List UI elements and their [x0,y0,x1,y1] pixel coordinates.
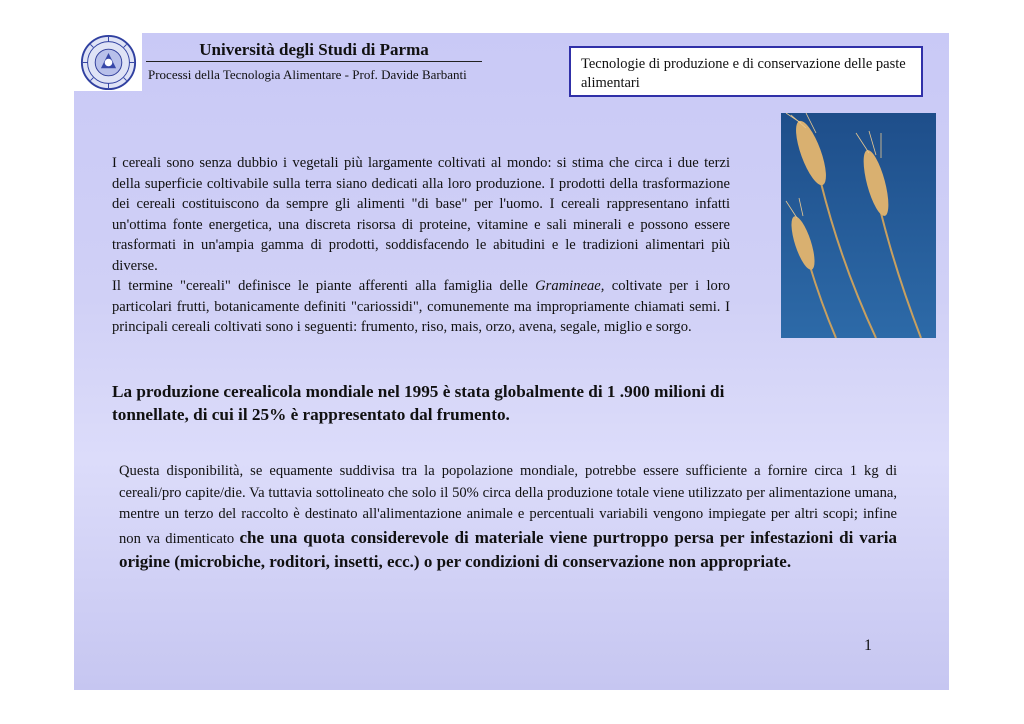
gramineae-term: Gramineae, [535,278,605,294]
university-seal-icon [80,34,137,91]
wheat-ears-photo [781,113,936,338]
logo-box [74,33,142,91]
paragraph-definition [112,276,730,338]
course-subtitle: Processi della Tecnologia Alimentare - Prof. Davide Barbanti [148,67,467,82]
topic-title: Tecnologie di produzione e di conservazione delle paste alimentari [581,56,906,91]
paragraph-cereals: I cereali sono senza dubbio i vegetali più largamente coltivati al mondo: si stima che circa i due terzi della superficie coltivabile sulla terra siano dedicati alla loro produzione. I prodotti della trasformazione dei cereali costituiscono da sempre gli alimenti "di base" per l'uomo. I cereali rappresentano infatti un'ottima fonte energetica, una discreta risorsa di proteine, vitamine e sali minerali e possono essere trasformati in un'ampia gamma di prodotti, soddisfacendo le abitudini e le tradizioni alimentari più diverse. [112,155,730,274]
loss-emphasis: che una quota considerevole di materiale viene purtroppo persa per infestazioni di varia origine (microbiche, roditori, insetti, ecc.) o per condizioni di conservazione non appropriate. [119,527,897,571]
intro-paragraph [112,153,730,338]
university-title: Università degli Studi di Parma [146,40,482,62]
page-number: 1 [864,637,872,654]
definition-text: Il termine "cereali" definisce le piante afferenti alla famiglia delle [112,278,536,294]
topic-box [569,46,923,97]
availability-text: Questa disponibilità, se equamente suddivisa tra la popolazione mondiale, potrebbe essere sufficiente a fornire circa 1 kg di cereali/pro capite/die. Va tuttavia sottolineato che solo il 50% circa della produzione totale viene utilizzato per alimentazione umana, mentre un terzo del raccolto è destinato all'alimentazione animale e percentuali variabili vengono impiegate per altri scopi; infine non va dimenticato [119,463,897,547]
definition-text-cont: coltivate per i loro particolari frutti, botanicamente definiti "cariossidi", comunemente ma impropriamente chiamati semi. I principali cereali coltivati sono i seguenti: frumento, riso, mais, orzo, avena, segale, miglio e sorgo. [112,278,730,335]
availability-paragraph [119,461,897,575]
production-highlight: La produzione cerealicola mondiale nel 1995 è stata globalmente di 1 .900 milioni di tonnellate, di cui il 25% è rappresentato dal frumento. [112,382,725,424]
